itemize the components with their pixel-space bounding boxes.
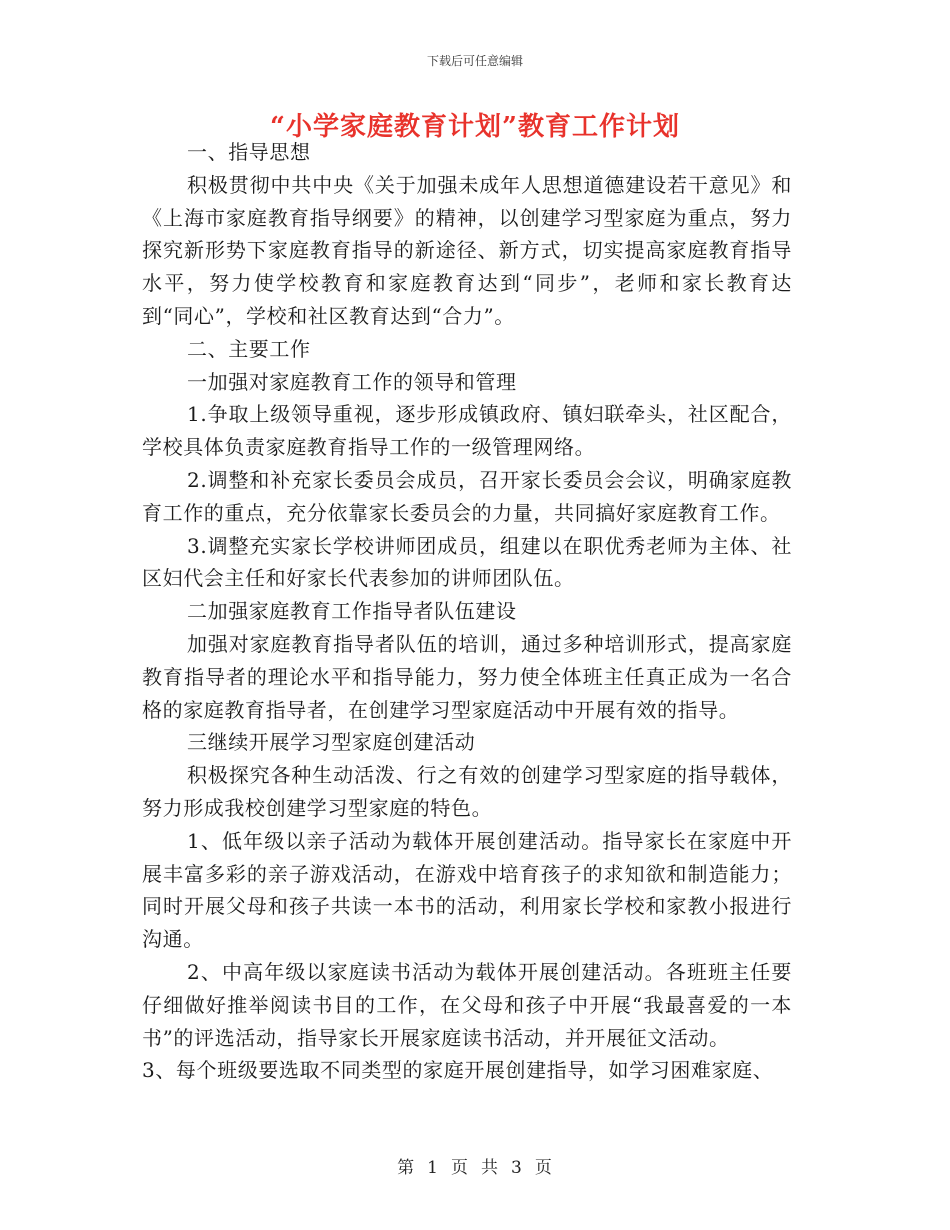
footer-page-label: 第: [397, 1158, 416, 1178]
body-paragraph: 3、每个班级要选取不同类型的家庭开展创建指导，如学习困难家庭、: [142, 1058, 774, 1083]
body-paragraph: 积极探究各种生动活泼、行之有效的创建学习型家庭的指导载体，努力形成我校创建学习型家庭的特色。: [142, 763, 792, 820]
body-paragraph: 2、中高年级以家庭读书活动为载体开展创建活动。各班班主任要仔细做好推举阅读书目的工作，在父母和孩子中开展“我最喜爱的一本书”的评选活动，指导家长开展家庭读书活动，并开展征文活动。: [142, 959, 792, 1050]
footer-total-unit: 页: [534, 1158, 553, 1178]
footer-page-number: 1: [427, 1158, 439, 1178]
page-footer: [0, 1153, 950, 1178]
body-paragraph: 积极贯彻中共中央《关于加强未成年人思想道德建设若干意见》和《上海市家庭教育指导纲要》的精神，以创建学习型家庭为重点，努力探究新形势下家庭教育指导的新途径、新方式，切实提高家庭教育指导水平，努力使学校教育和家庭教育达到“同步”，老师和家长教育达到“同心”，学校和社区教育达到“合力”。: [142, 172, 792, 328]
header-note: 下载后可任意编辑: [426, 54, 523, 68]
body-paragraph: 2.调整和补充家长委员会成员，召开家长委员会会议，明确家庭教育工作的重点，充分依靠家长委员会的力量，共同搞好家庭教育工作。: [142, 467, 792, 525]
section-heading: 二加强家庭教育工作指导者队伍建设: [187, 599, 517, 624]
section-heading: 二、主要工作: [187, 336, 311, 361]
body-paragraph: 加强对家庭教育指导者队伍的培训，通过多种培训形式，提高家庭教育指导者的理论水平和指导能力，努力使全体班主任真正成为一名合格的家庭教育指导者，在创建学习型家庭活动中开展有效的指导。: [142, 631, 792, 722]
footer-page-unit: 页: [451, 1158, 469, 1178]
body-paragraph: 1.争取上级领导重视，逐步形成镇政府、镇妇联牵头，社区配合，学校具体负责家庭教育指导工作的一级管理网络。: [142, 402, 792, 460]
body-paragraph: 1、低年级以亲子活动为载体开展创建活动。指导家长在家庭中开展丰富多彩的亲子游戏活动，在游戏中培育孩子的求知欲和制造能力；同时开展父母和孩子共读一本书的活动，利用家长学校和家教小报进行沟通。: [142, 828, 792, 952]
section-heading: 一加强对家庭教育工作的领导和管理: [187, 369, 517, 394]
document-title: “小学家庭教育计划”教育工作计划: [270, 112, 680, 142]
footer-total-label: 共: [481, 1158, 499, 1178]
footer-total-pages: 3: [511, 1158, 523, 1178]
document-body: [142, 136, 792, 1087]
section-heading: 三继续开展学习型家庭创建活动: [187, 730, 476, 755]
section-heading: 一、指导思想: [187, 140, 311, 164]
body-paragraph: 3.调整充实家长学校讲师团成员，组建以在职优秀老师为主体、社区妇代会主任和好家长代表参加的讲师团队伍。: [142, 533, 792, 591]
